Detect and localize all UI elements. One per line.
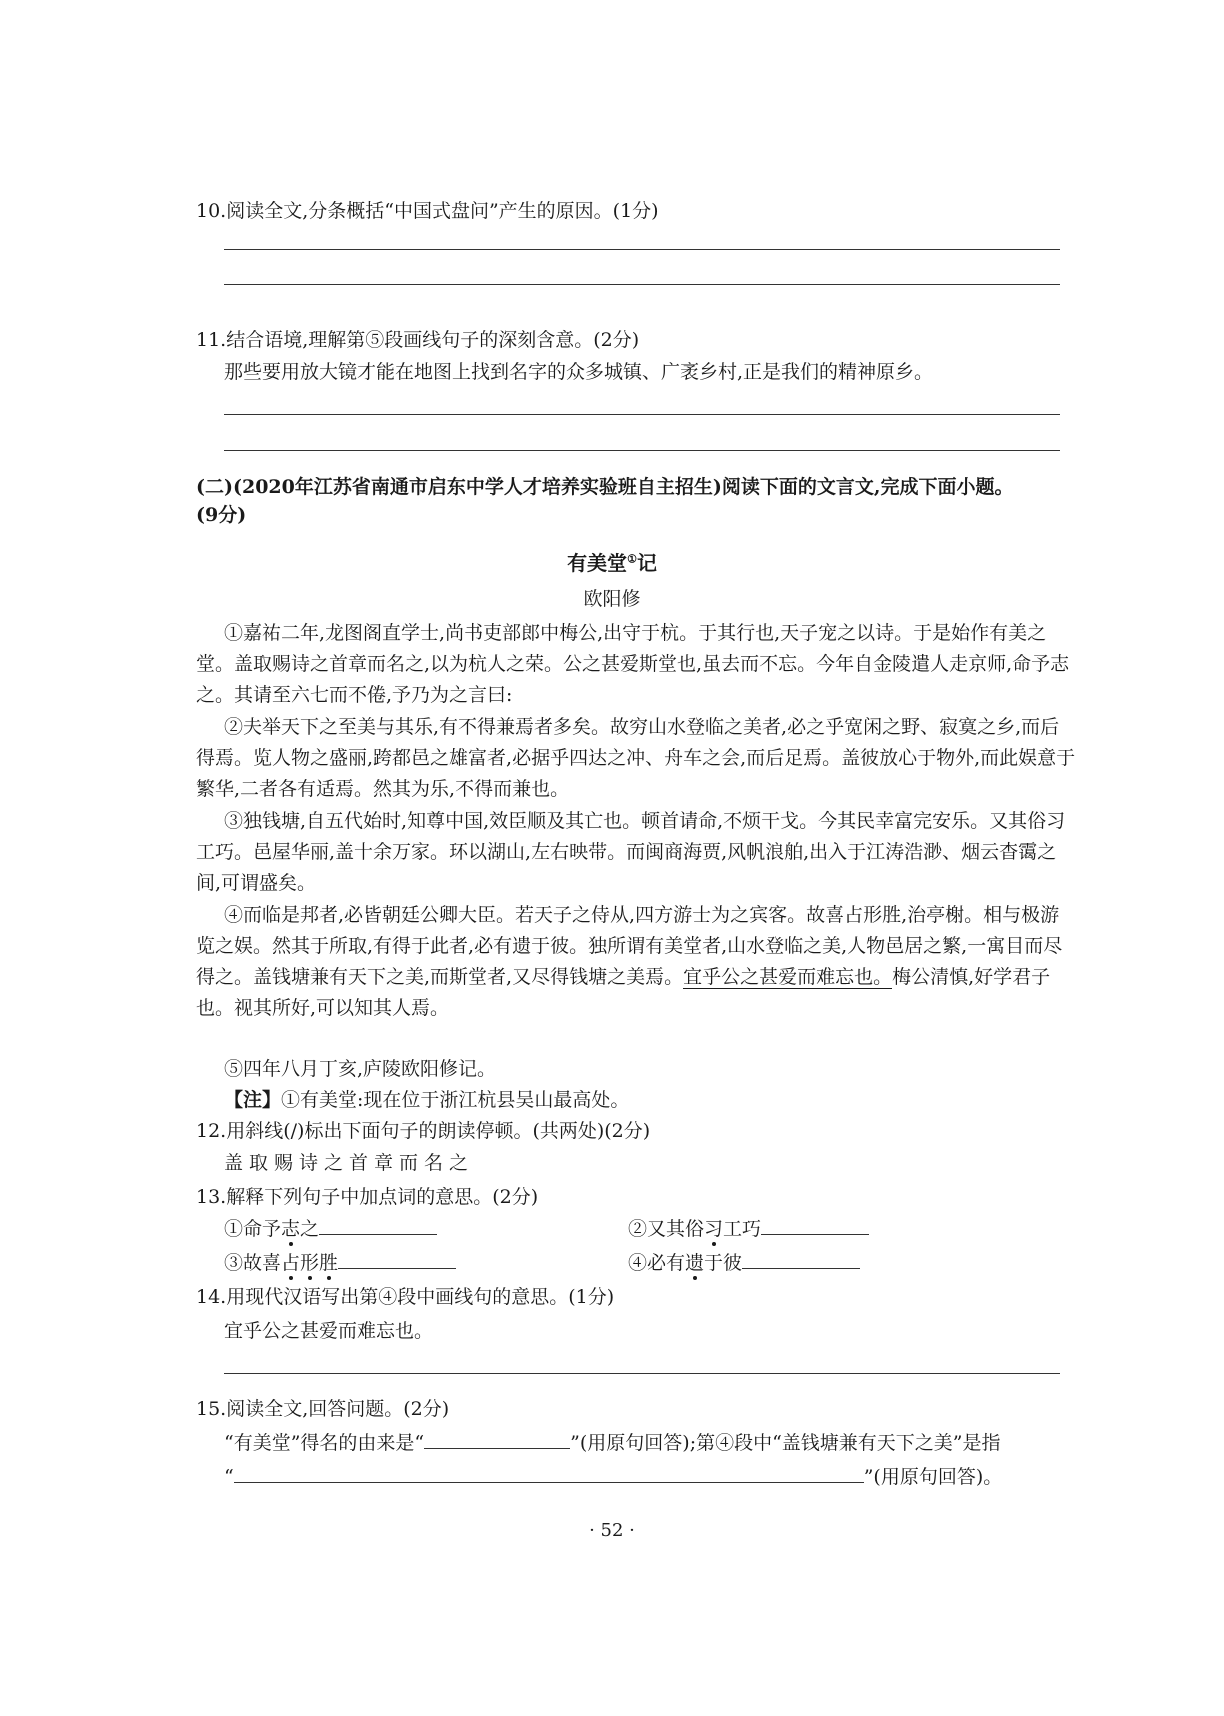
answer-blank[interactable] bbox=[338, 1250, 456, 1269]
essay-paragraph-3: ③独钱塘,自五代始时,知尊中国,效臣顺及其亡也。顿首请命,不烦干戈。今其民幸富完安乐。又其俗习工巧。邑屋华丽,盖十余万家。环以湖山,左右映带。而闽商海贾,风帆浪舶,出入于江涛浩渺、烟云杳霭之间,可谓盛矣。 bbox=[196, 810, 1066, 894]
question-13-item-c: ③故喜占形胜 bbox=[224, 1248, 456, 1275]
essay-paragraph-5: ⑤四年八月丁亥,庐陵欧阳修记。 bbox=[224, 1058, 497, 1080]
question-12-sentence: 盖取赐诗之首章而名之 bbox=[224, 1152, 475, 1174]
answer-blank[interactable] bbox=[742, 1250, 860, 1269]
question-15-line-1: “有美堂”得名的由来是“ ”(用原句回答);第④段中“盖钱塘兼有天下之美”是指 bbox=[224, 1432, 1001, 1454]
section-2-score: (9分) bbox=[196, 504, 247, 526]
essay-author: 欧阳修 bbox=[583, 588, 641, 610]
answer-line[interactable] bbox=[224, 284, 1060, 285]
page-number: · 52 · bbox=[589, 1520, 635, 1541]
answer-blank[interactable] bbox=[319, 1216, 437, 1235]
answer-line[interactable] bbox=[224, 1373, 1060, 1374]
question-15-line-2: “ ”(用原句回答)。 bbox=[224, 1466, 1003, 1488]
question-13-item-b: ②又其俗习工巧 bbox=[628, 1214, 869, 1241]
question-13-item-d: ④必有遗于彼 bbox=[628, 1248, 860, 1275]
footnote-marker: ① bbox=[627, 552, 637, 566]
essay-paragraph-1: ①嘉祐二年,龙图阁直学士,尚书吏部郎中梅公,出守于杭。于其行也,天子宠之以诗。于是始作有美之堂。盖取赐诗之首章而名之,以为杭人之荣。公之甚爱斯堂也,虽去而不忘。今年自金陵遣人走京师,命予志之。其请至六七而不倦,予乃为之言曰: bbox=[196, 622, 1070, 706]
answer-line[interactable] bbox=[224, 249, 1060, 250]
essay-paragraph-2: ②夫举天下之至美与其乐,有不得兼焉者多矣。故穷山水登临之美者,必之乎宽闲之野、寂寞之乡,而后得焉。览人物之盛丽,跨都邑之雄富者,必据乎四达之冲、舟车之会,而后足焉。盖彼放心于物外,而此娱意于繁华,二者各有适焉。然其为乐,不得而兼也。 bbox=[196, 716, 1076, 800]
question-11: 11.结合语境,理解第⑤段画线句子的深刻含意。(2分) bbox=[196, 329, 640, 351]
question-13-item-a: ①命予志之 bbox=[224, 1214, 437, 1241]
question-14: 14.用现代汉语写出第④段中画线句的意思。(1分) bbox=[196, 1286, 615, 1308]
answer-line[interactable] bbox=[224, 414, 1060, 415]
section-2-heading: (二)(2020年江苏省南通市启东中学人才培养实验班自主招生)阅读下面的文言文,完成下面小题。 bbox=[196, 476, 1014, 498]
question-12: 12.用斜线(/)标出下面句子的朗读停顿。(共两处)(2分) bbox=[196, 1120, 651, 1142]
question-15: 15.阅读全文,回答问题。(2分) bbox=[196, 1398, 450, 1420]
answer-blank[interactable] bbox=[234, 1464, 864, 1483]
question-14-sentence: 宜乎公之甚爱而难忘也。 bbox=[224, 1320, 434, 1342]
underlined-sentence: 宜乎公之甚爱而难忘也。 bbox=[683, 966, 893, 988]
answer-line[interactable] bbox=[224, 450, 1060, 451]
answer-blank[interactable] bbox=[424, 1430, 570, 1449]
answer-blank[interactable] bbox=[761, 1216, 869, 1235]
question-13: 13.解释下列句子中加点词的意思。(2分) bbox=[196, 1186, 539, 1208]
essay-title: 有美堂①记 bbox=[567, 551, 657, 575]
question-11-sentence: 那些要用放大镜才能在地图上找到名字的众多城镇、广袤乡村,正是我们的精神原乡。 bbox=[224, 361, 934, 383]
essay-paragraph-4: ④而临是邦者,必皆朝廷公卿大臣。若天子之侍从,四方游士为之宾客。故喜占形胜,治亭榭。相与极游览之娱。然其于所取,有得于此者,必有遗于彼。独所谓有美堂者,山水登临之美,人物邑居之繁,一寓目而尽得之。盖钱塘兼有天下之美,而斯堂者,又尽得钱塘之美焉。宜乎公之甚爱而难忘也。梅公清慎,好学君子也。视其所好,可以知其人焉。 bbox=[196, 904, 1063, 1019]
question-10: 10.阅读全文,分条概括“中国式盘问”产生的原因。(1分) bbox=[196, 200, 659, 222]
essay-note: 【注】①有美堂:现在位于浙江杭县吴山最高处。 bbox=[224, 1089, 630, 1111]
